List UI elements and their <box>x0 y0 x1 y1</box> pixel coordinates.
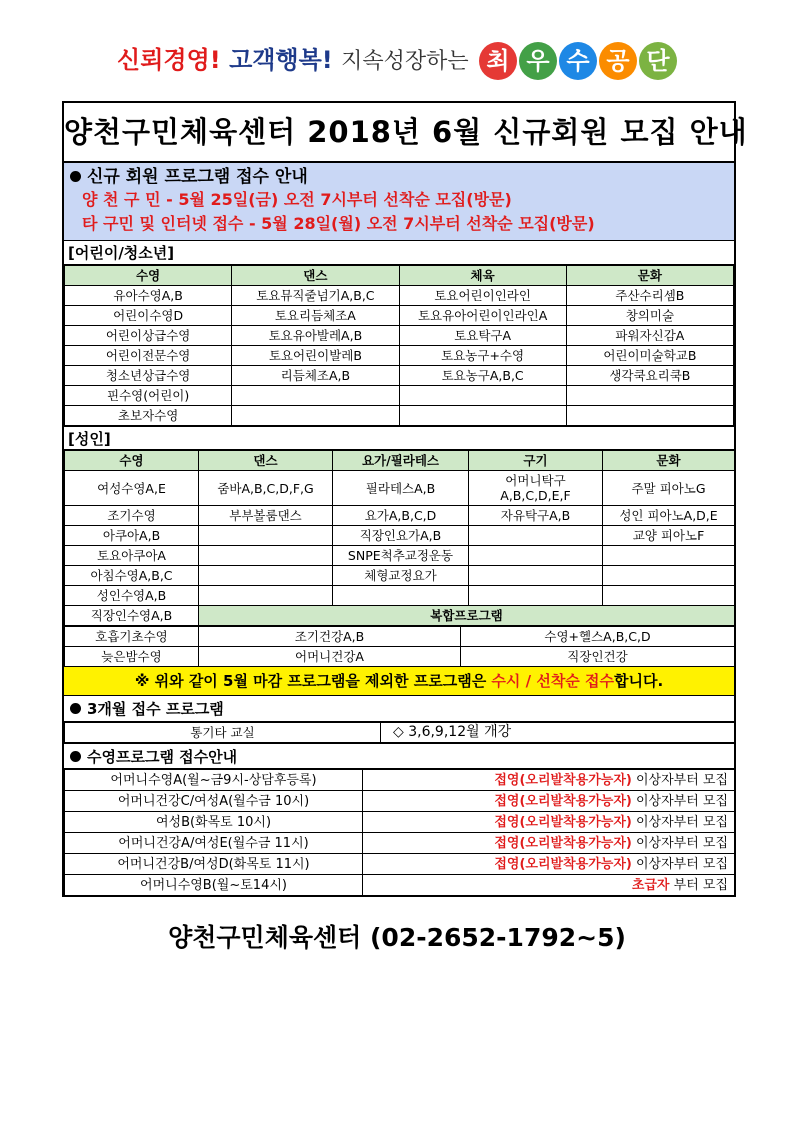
table-row <box>65 471 735 506</box>
three-month-table <box>64 722 735 743</box>
slogan-part3: 지속성장하는 <box>341 49 469 74</box>
table-row <box>65 306 734 326</box>
swim-requirement: 접영(오리발착용가능자) 이상자부터 모집 <box>363 854 735 875</box>
table-cell: 직장인수영A,B <box>65 606 199 626</box>
complex-program-header: 복합프로그램 <box>199 606 735 626</box>
table-row <box>65 286 734 306</box>
kids-header: 댄스 <box>232 266 399 286</box>
bullet-icon <box>70 171 81 182</box>
adults-header: 댄스 <box>199 451 333 471</box>
table-cell <box>199 526 333 546</box>
table-cell <box>469 586 603 606</box>
table-cell <box>603 546 735 566</box>
table-cell: 자유탁구A,B <box>469 506 603 526</box>
slogan-part1: 신뢰경영! <box>117 46 221 74</box>
table-cell <box>469 566 603 586</box>
table-row <box>65 526 735 546</box>
swim-heading: 수영프로그램 접수안내 <box>64 743 734 769</box>
table-cell: 체형교정요가 <box>333 566 469 586</box>
kids-rows <box>65 286 734 426</box>
table-row <box>65 875 735 896</box>
swim-class: 어머니수영B(월~토14시) <box>65 875 363 896</box>
table-row <box>65 346 734 366</box>
slogan <box>0 40 794 80</box>
adults-section-label: [성인] <box>64 426 734 450</box>
table-row <box>65 854 735 875</box>
bullet-icon <box>70 703 81 714</box>
three-month-schedule: ◇ 3,6,9,12월 개강 <box>381 723 735 743</box>
swim-rows <box>65 770 735 896</box>
swim-requirement: 접영(오리발착용가능자) 이상자부터 모집 <box>363 791 735 812</box>
table-cell: 어린이상급수영 <box>65 326 232 346</box>
table-row <box>65 406 734 426</box>
table-cell <box>603 566 735 586</box>
three-month-heading: 3개월 접수 프로그램 <box>64 696 734 722</box>
table-cell: 요가A,B,C,D <box>333 506 469 526</box>
table-row <box>65 326 734 346</box>
table-cell: 창의미술 <box>566 306 733 326</box>
slogan-badge: 최 <box>479 42 517 80</box>
table-cell: 늦은밤수영 <box>65 647 199 667</box>
table-row <box>65 566 735 586</box>
table-cell: 토요농구A,B,C <box>399 366 566 386</box>
adults-table <box>64 450 735 626</box>
page-title: 양천구민체육센터 2018년 6월 신규회원 모집 안내 <box>64 103 734 163</box>
table-cell <box>232 406 399 426</box>
table-row <box>65 386 734 406</box>
table-cell <box>199 546 333 566</box>
table-cell: 청소년상급수영 <box>65 366 232 386</box>
table-row <box>65 506 735 526</box>
table-cell: 유아수영A,B <box>65 286 232 306</box>
table-row <box>65 791 735 812</box>
table-cell: 토요어린이발레B <box>232 346 399 366</box>
table-row <box>65 812 735 833</box>
notice-document <box>62 101 748 897</box>
table-cell: 파워자신감A <box>566 326 733 346</box>
table-cell <box>199 586 333 606</box>
table-cell: 여성수영A,E <box>65 471 199 506</box>
table-cell: 초보자수영 <box>65 406 232 426</box>
kids-table <box>64 265 734 426</box>
table-cell: SNPE척추교정운동 <box>333 546 469 566</box>
slogan-badge: 우 <box>519 42 557 80</box>
notice-line-others: 타 구민 및 인터넷 접수 - 5월 28일(월) 오전 7시부터 선착순 모집(방문) <box>82 214 595 233</box>
swim-class: 어머니수영A(월~금9시-상담후등록) <box>65 770 363 791</box>
table-cell <box>566 406 733 426</box>
adults-rows <box>65 471 735 606</box>
swim-class: 어머니건강C/여성A(월수금 10시) <box>65 791 363 812</box>
table-row <box>65 366 734 386</box>
slogan-badges <box>477 46 677 74</box>
table-cell <box>603 586 735 606</box>
table-row <box>65 770 735 791</box>
table-cell: 어린이전문수영 <box>65 346 232 366</box>
table-cell: 핀수영(어린이) <box>65 386 232 406</box>
table-cell: 조기수영 <box>65 506 199 526</box>
table-cell: 토요농구+수영 <box>399 346 566 366</box>
table-cell <box>232 386 399 406</box>
table-cell: 아침수영A,B,C <box>65 566 199 586</box>
table-cell: 조기건강A,B <box>199 627 461 647</box>
notice-line-residents: 양 천 구 민 - 5월 25일(금) 오전 7시부터 선착순 모집(방문) <box>82 190 512 209</box>
table-cell: 어린이미술학교B <box>566 346 733 366</box>
table-cell: 토요유아발레A,B <box>232 326 399 346</box>
slogan-badge: 단 <box>639 42 677 80</box>
swim-class: 어머니건강A/여성E(월수금 11시) <box>65 833 363 854</box>
table-row <box>65 546 735 566</box>
swim-table <box>64 769 735 896</box>
swim-requirement: 접영(오리발착용가능자) 이상자부터 모집 <box>363 833 735 854</box>
deadline-notice: ※ 위와 같이 5월 마감 프로그램을 제외한 프로그램은 수시 / 선착순 접수합니다. <box>64 667 734 696</box>
table-cell <box>399 406 566 426</box>
footer-contact: 양천구민체육센터 (02-2652-1792~5) <box>168 923 626 952</box>
table-row <box>65 586 735 606</box>
adults-header: 요가/필라테스 <box>333 451 469 471</box>
table-cell: 성인 피아노A,D,E <box>603 506 735 526</box>
bullet-icon <box>70 751 81 762</box>
table-cell: 토요아쿠아A <box>65 546 199 566</box>
table-cell: 토요리듬체조A <box>232 306 399 326</box>
table-cell: 생각쿡요리쿡B <box>566 366 733 386</box>
swim-class: 어머니건강B/여성D(화목토 11시) <box>65 854 363 875</box>
table-cell: 호흡기초수영 <box>65 627 199 647</box>
kids-header: 수영 <box>65 266 232 286</box>
table-cell <box>333 586 469 606</box>
table-cell: 아쿠아A,B <box>65 526 199 546</box>
table-cell <box>399 386 566 406</box>
table-cell: 필라테스A,B <box>333 471 469 506</box>
table-cell: 토요탁구A <box>399 326 566 346</box>
table-cell: 리듬체조A,B <box>232 366 399 386</box>
notice-heading: 신규 회원 프로그램 접수 안내 <box>87 167 308 187</box>
slogan-part2: 고객행복! <box>229 46 333 74</box>
table-cell: 토요유아어린이인라인A <box>399 306 566 326</box>
table-cell: 직장인건강 <box>461 647 735 667</box>
table-cell: 교양 피아노F <box>603 526 735 546</box>
kids-header: 문화 <box>566 266 733 286</box>
table-cell: 성인수영A,B <box>65 586 199 606</box>
swim-class: 여성B(화목토 10시) <box>65 812 363 833</box>
adults-header: 구기 <box>469 451 603 471</box>
table-cell: 토요어린이인라인 <box>399 286 566 306</box>
adults-header: 문화 <box>603 451 735 471</box>
table-row <box>65 833 735 854</box>
table-cell: 줌바A,B,C,D,F,G <box>199 471 333 506</box>
kids-header: 체육 <box>399 266 566 286</box>
swim-requirement: 접영(오리발착용가능자) 이상자부터 모집 <box>363 770 735 791</box>
table-cell: 직장인요가A,B <box>333 526 469 546</box>
three-month-program: 통기타 교실 <box>65 723 381 743</box>
table-cell: 어린이수영D <box>65 306 232 326</box>
complex-program-table <box>64 626 735 667</box>
table-cell <box>469 546 603 566</box>
table-cell: 어머니건강A <box>199 647 461 667</box>
swim-requirement: 초급자 부터 모집 <box>363 875 735 896</box>
swim-requirement: 접영(오리발착용가능자) 이상자부터 모집 <box>363 812 735 833</box>
adults-header: 수영 <box>65 451 199 471</box>
table-cell: 토요뮤직줄넘기A,B,C <box>232 286 399 306</box>
table-cell <box>469 526 603 546</box>
table-cell: 주산수리셈B <box>566 286 733 306</box>
kids-section-label: [어린이/청소년] <box>64 241 734 265</box>
table-cell: 수영+헬스A,B,C,D <box>461 627 735 647</box>
table-cell: 어머니탁구 A,B,C,D,E,F <box>469 471 603 506</box>
registration-notice <box>64 163 734 241</box>
slogan-badge: 수 <box>559 42 597 80</box>
slogan-badge: 공 <box>599 42 637 80</box>
table-cell: 부부볼룸댄스 <box>199 506 333 526</box>
table-cell <box>566 386 733 406</box>
table-cell <box>199 566 333 586</box>
table-cell: 주말 피아노G <box>603 471 735 506</box>
